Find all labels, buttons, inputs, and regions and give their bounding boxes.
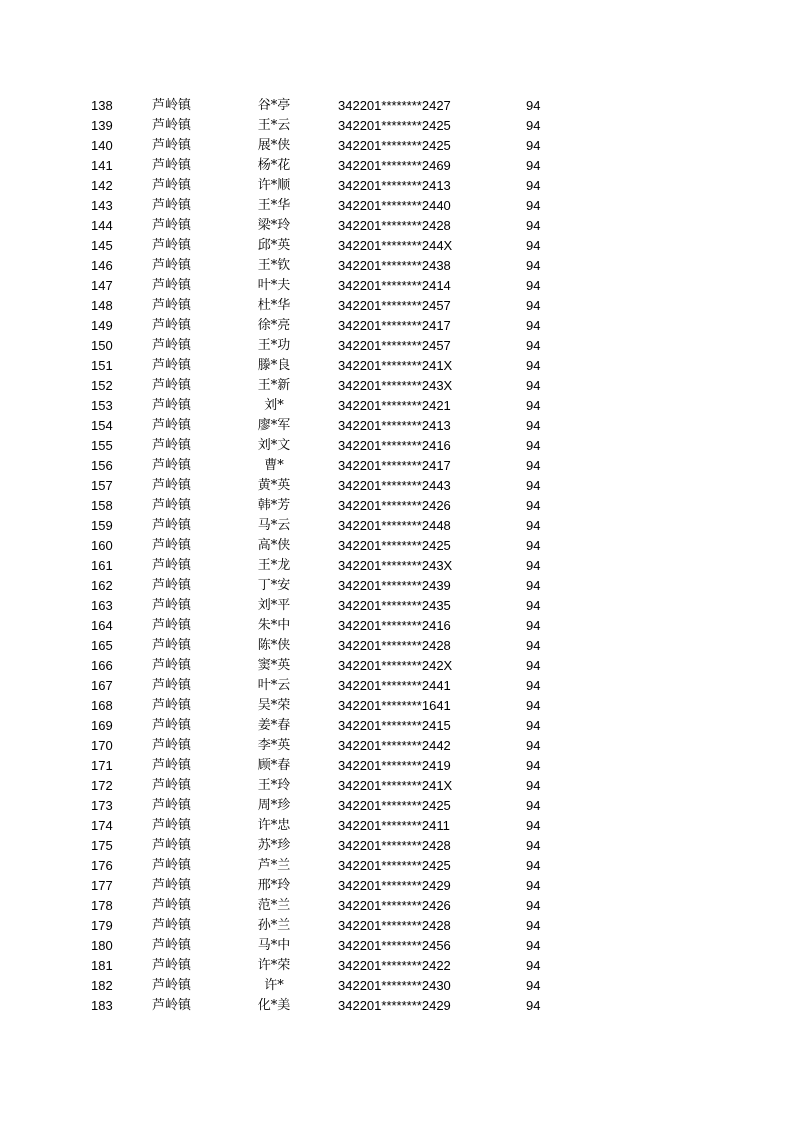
name-text: 王*钦: [257, 258, 291, 273]
town-cell: 芦岭镇: [152, 798, 192, 813]
id-number-cell: 342201********2442: [338, 738, 451, 753]
score-cell: 94: [526, 198, 541, 213]
town-cell: 芦岭镇: [152, 338, 192, 353]
table-row: [0, 736, 794, 756]
name-text: 杨*花: [257, 158, 291, 173]
score-cell: 94: [526, 418, 541, 433]
name-text: 徐*亮: [257, 318, 291, 333]
row-number-cell: 179: [91, 918, 113, 933]
table-row: [0, 556, 794, 576]
row-number-cell: 154: [91, 418, 113, 433]
id-number-cell: 342201********2422: [338, 958, 451, 973]
table-row: [0, 756, 794, 776]
table-row: [0, 476, 794, 496]
row-number-cell: 153: [91, 398, 113, 413]
table-row: [0, 436, 794, 456]
table-row: [0, 796, 794, 816]
row-number-cell: 152: [91, 378, 113, 393]
name-text: 周*珍: [257, 798, 291, 813]
town-cell: 芦岭镇: [152, 358, 192, 373]
score-cell: 94: [526, 498, 541, 513]
row-number-cell: 151: [91, 358, 113, 373]
name-text: 杜*华: [257, 298, 291, 313]
town-cell: 芦岭镇: [152, 158, 192, 173]
score-cell: 94: [526, 238, 541, 253]
row-number-cell: 168: [91, 698, 113, 713]
name-text: 叶*夫: [257, 278, 291, 293]
id-number-cell: 342201********2425: [338, 858, 451, 873]
score-cell: 94: [526, 738, 541, 753]
id-number-cell: 342201********2425: [338, 798, 451, 813]
name-text: 展*侠: [257, 138, 291, 153]
row-number-cell: 141: [91, 158, 113, 173]
id-number-cell: 342201********243X: [338, 558, 453, 573]
table-row: [0, 656, 794, 676]
table-row: [0, 596, 794, 616]
id-number-cell: 342201********2457: [338, 338, 451, 353]
table-row: [0, 836, 794, 856]
score-cell: 94: [526, 678, 541, 693]
name-text: 许*忠: [257, 818, 291, 833]
row-number-cell: 156: [91, 458, 113, 473]
town-cell: 芦岭镇: [152, 278, 192, 293]
row-number-cell: 145: [91, 238, 113, 253]
name-text: 许*顺: [257, 178, 291, 193]
table-row: [0, 996, 794, 1016]
score-cell: 94: [526, 378, 541, 393]
table-row: [0, 116, 794, 136]
town-cell: 芦岭镇: [152, 838, 192, 853]
name-text: 王*龙: [257, 558, 291, 573]
name-text: 王*华: [257, 198, 291, 213]
row-number-cell: 138: [91, 98, 113, 113]
name-text: 李*英: [257, 738, 291, 753]
name-text: 丁*安: [257, 578, 291, 593]
name-text: 朱*中: [257, 618, 291, 633]
id-number-cell: 342201********2425: [338, 138, 451, 153]
name-text: 马*中: [257, 938, 291, 953]
id-number-cell: 342201********2457: [338, 298, 451, 313]
id-number-cell: 342201********2443: [338, 478, 451, 493]
town-cell: 芦岭镇: [152, 238, 192, 253]
name-text: 黄*英: [257, 478, 291, 493]
table-row: [0, 956, 794, 976]
town-cell: 芦岭镇: [152, 438, 192, 453]
score-cell: 94: [526, 118, 541, 133]
town-cell: 芦岭镇: [152, 978, 192, 993]
score-cell: 94: [526, 518, 541, 533]
score-cell: 94: [526, 998, 541, 1013]
score-cell: 94: [526, 138, 541, 153]
town-cell: 芦岭镇: [152, 778, 192, 793]
score-cell: 94: [526, 578, 541, 593]
table-row: [0, 296, 794, 316]
name-text: 化*美: [257, 998, 291, 1013]
score-cell: 94: [526, 158, 541, 173]
town-cell: 芦岭镇: [152, 98, 192, 113]
table-row: [0, 856, 794, 876]
score-cell: 94: [526, 658, 541, 673]
town-cell: 芦岭镇: [152, 738, 192, 753]
score-cell: 94: [526, 338, 541, 353]
id-number-cell: 342201********2419: [338, 758, 451, 773]
town-cell: 芦岭镇: [152, 658, 192, 673]
name-text: 刘*平: [257, 598, 291, 613]
score-cell: 94: [526, 638, 541, 653]
table-row: [0, 636, 794, 656]
town-cell: 芦岭镇: [152, 378, 192, 393]
id-number-cell: 342201********2441: [338, 678, 451, 693]
score-cell: 94: [526, 278, 541, 293]
table-row: [0, 396, 794, 416]
name-text: 韩*芳: [257, 498, 291, 513]
row-number-cell: 169: [91, 718, 113, 733]
town-cell: 芦岭镇: [152, 458, 192, 473]
name-text: 叶*云: [257, 678, 291, 693]
town-cell: 芦岭镇: [152, 218, 192, 233]
score-cell: 94: [526, 258, 541, 273]
score-cell: 94: [526, 298, 541, 313]
table-row: [0, 876, 794, 896]
town-cell: 芦岭镇: [152, 318, 192, 333]
name-text: 滕*良: [257, 358, 291, 373]
name-text: 王*功: [257, 338, 291, 353]
name-text: 许*: [264, 978, 284, 993]
town-cell: 芦岭镇: [152, 918, 192, 933]
row-number-cell: 177: [91, 878, 113, 893]
town-cell: 芦岭镇: [152, 518, 192, 533]
row-number-cell: 167: [91, 678, 113, 693]
row-number-cell: 165: [91, 638, 113, 653]
name-text: 王*玲: [257, 778, 291, 793]
row-number-cell: 175: [91, 838, 113, 853]
table-row: [0, 96, 794, 116]
table-row: [0, 156, 794, 176]
table-row: [0, 936, 794, 956]
id-number-cell: 342201********2429: [338, 998, 451, 1013]
row-number-cell: 173: [91, 798, 113, 813]
id-number-cell: 342201********241X: [338, 358, 453, 373]
score-cell: 94: [526, 558, 541, 573]
table-row: [0, 976, 794, 996]
table-row: [0, 316, 794, 336]
town-cell: 芦岭镇: [152, 498, 192, 513]
name-text: 范*兰: [257, 898, 291, 913]
row-number-cell: 172: [91, 778, 113, 793]
name-text: 姜*春: [257, 718, 291, 733]
town-cell: 芦岭镇: [152, 818, 192, 833]
row-number-cell: 142: [91, 178, 113, 193]
row-number-cell: 139: [91, 118, 113, 133]
row-number-cell: 164: [91, 618, 113, 633]
id-number-cell: 342201********2411: [338, 818, 450, 833]
town-cell: 芦岭镇: [152, 858, 192, 873]
town-cell: 芦岭镇: [152, 698, 192, 713]
data-table: [0, 96, 794, 1016]
score-cell: 94: [526, 718, 541, 733]
score-cell: 94: [526, 478, 541, 493]
town-cell: 芦岭镇: [152, 598, 192, 613]
score-cell: 94: [526, 698, 541, 713]
id-number-cell: 342201********2438: [338, 258, 451, 273]
table-row: [0, 916, 794, 936]
score-cell: 94: [526, 398, 541, 413]
town-cell: 芦岭镇: [152, 638, 192, 653]
table-row: [0, 816, 794, 836]
name-text: 曹*: [264, 458, 284, 473]
id-number-cell: 342201********2425: [338, 538, 451, 553]
name-text: 吴*荣: [257, 698, 291, 713]
table-row: [0, 776, 794, 796]
name-text: 陈*侠: [257, 638, 291, 653]
id-number-cell: 342201********2427: [338, 98, 451, 113]
id-number-cell: 342201********2413: [338, 178, 451, 193]
name-text: 苏*珍: [257, 838, 291, 853]
name-text: 顾*春: [257, 758, 291, 773]
table-row: [0, 136, 794, 156]
id-number-cell: 342201********241X: [338, 778, 453, 793]
score-cell: 94: [526, 438, 541, 453]
row-number-cell: 182: [91, 978, 113, 993]
row-number-cell: 176: [91, 858, 113, 873]
table-row: [0, 676, 794, 696]
name-text: 马*云: [257, 518, 291, 533]
score-cell: 94: [526, 798, 541, 813]
id-number-cell: 342201********2416: [338, 618, 451, 633]
name-text: 高*侠: [257, 538, 291, 553]
table-row: [0, 336, 794, 356]
id-number-cell: 342201********2439: [338, 578, 451, 593]
table-row: [0, 496, 794, 516]
town-cell: 芦岭镇: [152, 878, 192, 893]
town-cell: 芦岭镇: [152, 298, 192, 313]
row-number-cell: 183: [91, 998, 113, 1013]
row-number-cell: 180: [91, 938, 113, 953]
town-cell: 芦岭镇: [152, 258, 192, 273]
row-number-cell: 149: [91, 318, 113, 333]
row-number-cell: 140: [91, 138, 113, 153]
score-cell: 94: [526, 778, 541, 793]
table-row: [0, 716, 794, 736]
id-number-cell: 342201********2421: [338, 398, 451, 413]
name-text: 邱*英: [257, 238, 291, 253]
score-cell: 94: [526, 618, 541, 633]
score-cell: 94: [526, 218, 541, 233]
score-cell: 94: [526, 758, 541, 773]
id-number-cell: 342201********2417: [338, 318, 451, 333]
town-cell: 芦岭镇: [152, 998, 192, 1013]
town-cell: 芦岭镇: [152, 178, 192, 193]
id-number-cell: 342201********242X: [338, 658, 453, 673]
row-number-cell: 178: [91, 898, 113, 913]
table-row: [0, 456, 794, 476]
town-cell: 芦岭镇: [152, 938, 192, 953]
town-cell: 芦岭镇: [152, 618, 192, 633]
table-row: [0, 896, 794, 916]
row-number-cell: 155: [91, 438, 113, 453]
row-number-cell: 163: [91, 598, 113, 613]
score-cell: 94: [526, 598, 541, 613]
table-row: [0, 576, 794, 596]
table-row: [0, 416, 794, 436]
name-text: 梁*玲: [257, 218, 291, 233]
table-row: [0, 236, 794, 256]
id-number-cell: 342201********2429: [338, 878, 451, 893]
town-cell: 芦岭镇: [152, 898, 192, 913]
table-row: [0, 276, 794, 296]
row-number-cell: 162: [91, 578, 113, 593]
town-cell: 芦岭镇: [152, 578, 192, 593]
town-cell: 芦岭镇: [152, 198, 192, 213]
table-row: [0, 196, 794, 216]
score-cell: 94: [526, 358, 541, 373]
score-cell: 94: [526, 458, 541, 473]
id-number-cell: 342201********2425: [338, 118, 451, 133]
id-number-cell: 342201********2426: [338, 498, 451, 513]
name-text: 王*新: [257, 378, 291, 393]
score-cell: 94: [526, 938, 541, 953]
row-number-cell: 150: [91, 338, 113, 353]
row-number-cell: 143: [91, 198, 113, 213]
town-cell: 芦岭镇: [152, 558, 192, 573]
row-number-cell: 174: [91, 818, 113, 833]
table-row: [0, 536, 794, 556]
name-text: 窦*英: [257, 658, 291, 673]
row-number-cell: 181: [91, 958, 113, 973]
id-number-cell: 342201********243X: [338, 378, 453, 393]
name-text: 刘*: [264, 398, 284, 413]
id-number-cell: 342201********2435: [338, 598, 451, 613]
town-cell: 芦岭镇: [152, 138, 192, 153]
table-row: [0, 376, 794, 396]
score-cell: 94: [526, 538, 541, 553]
id-number-cell: 342201********2416: [338, 438, 451, 453]
id-number-cell: 342201********2413: [338, 418, 451, 433]
row-number-cell: 161: [91, 558, 113, 573]
id-number-cell: 342201********2428: [338, 638, 451, 653]
town-cell: 芦岭镇: [152, 718, 192, 733]
id-number-cell: 342201********2417: [338, 458, 451, 473]
name-text: 廖*军: [257, 418, 291, 433]
table-row: [0, 216, 794, 236]
table-row: [0, 356, 794, 376]
id-number-cell: 342201********2456: [338, 938, 451, 953]
row-number-cell: 147: [91, 278, 113, 293]
table-row: [0, 616, 794, 636]
row-number-cell: 157: [91, 478, 113, 493]
id-number-cell: 342201********2428: [338, 918, 451, 933]
score-cell: 94: [526, 878, 541, 893]
score-cell: 94: [526, 958, 541, 973]
score-cell: 94: [526, 978, 541, 993]
score-cell: 94: [526, 178, 541, 193]
score-cell: 94: [526, 818, 541, 833]
id-number-cell: 342201********2430: [338, 978, 451, 993]
name-text: 芦*兰: [257, 858, 291, 873]
town-cell: 芦岭镇: [152, 398, 192, 413]
table-row: [0, 516, 794, 536]
table-row: [0, 256, 794, 276]
row-number-cell: 146: [91, 258, 113, 273]
score-cell: 94: [526, 918, 541, 933]
score-cell: 94: [526, 838, 541, 853]
town-cell: 芦岭镇: [152, 958, 192, 973]
id-number-cell: 342201********1641: [338, 698, 451, 713]
town-cell: 芦岭镇: [152, 538, 192, 553]
id-number-cell: 342201********2415: [338, 718, 451, 733]
row-number-cell: 158: [91, 498, 113, 513]
name-text: 谷*亭: [257, 98, 291, 113]
id-number-cell: 342201********2414: [338, 278, 451, 293]
town-cell: 芦岭镇: [152, 758, 192, 773]
row-number-cell: 160: [91, 538, 113, 553]
id-number-cell: 342201********244X: [338, 238, 453, 253]
id-number-cell: 342201********2448: [338, 518, 451, 533]
id-number-cell: 342201********2428: [338, 838, 451, 853]
name-text: 邢*玲: [257, 878, 291, 893]
town-cell: 芦岭镇: [152, 478, 192, 493]
town-cell: 芦岭镇: [152, 418, 192, 433]
table-row: [0, 176, 794, 196]
score-cell: 94: [526, 318, 541, 333]
name-text: 许*荣: [257, 958, 291, 973]
row-number-cell: 166: [91, 658, 113, 673]
town-cell: 芦岭镇: [152, 678, 192, 693]
name-text: 王*云: [257, 118, 291, 133]
name-text: 刘*文: [257, 438, 291, 453]
row-number-cell: 170: [91, 738, 113, 753]
row-number-cell: 159: [91, 518, 113, 533]
town-cell: 芦岭镇: [152, 118, 192, 133]
score-cell: 94: [526, 858, 541, 873]
name-text: 孙*兰: [257, 918, 291, 933]
id-number-cell: 342201********2469: [338, 158, 451, 173]
row-number-cell: 144: [91, 218, 113, 233]
score-cell: 94: [526, 898, 541, 913]
id-number-cell: 342201********2428: [338, 218, 451, 233]
score-cell: 94: [526, 98, 541, 113]
row-number-cell: 171: [91, 758, 113, 773]
row-number-cell: 148: [91, 298, 113, 313]
id-number-cell: 342201********2440: [338, 198, 451, 213]
id-number-cell: 342201********2426: [338, 898, 451, 913]
table-row: [0, 696, 794, 716]
